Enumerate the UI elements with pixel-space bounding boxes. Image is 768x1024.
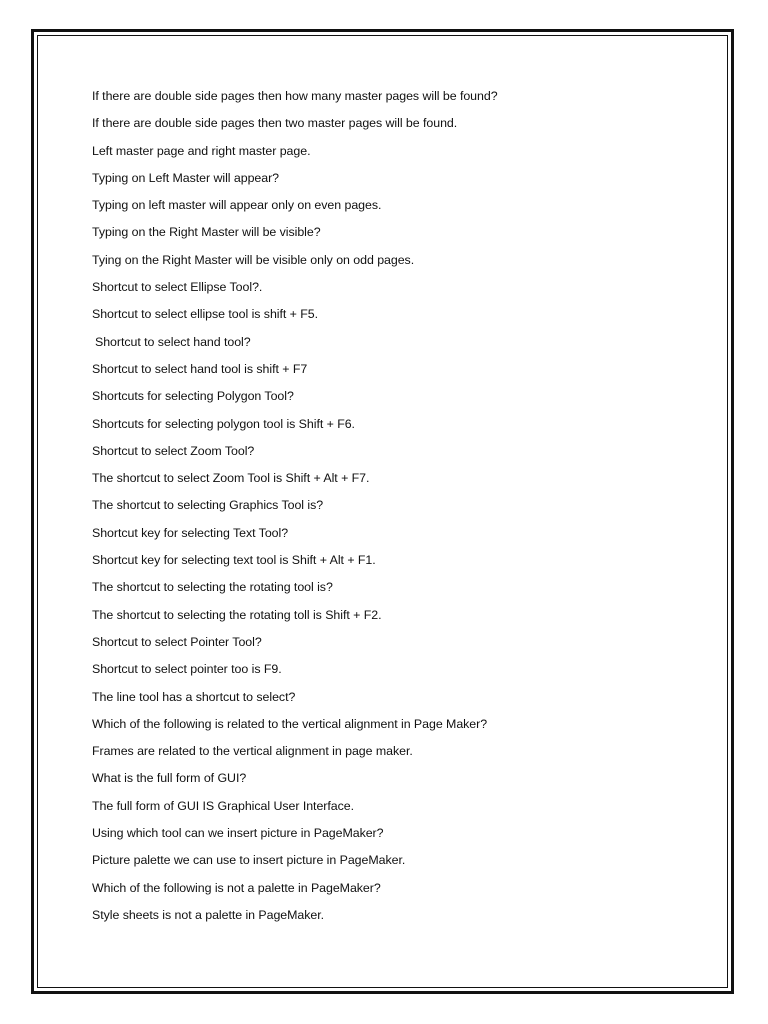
text-line: What is the full form of GUI? bbox=[92, 771, 247, 786]
text-line: The shortcut to selecting Graphics Tool is? bbox=[92, 498, 324, 513]
text-line: The shortcut to selecting the rotating tool is? bbox=[92, 580, 333, 595]
text-line: Frames are related to the vertical alignment in page maker. bbox=[92, 744, 413, 759]
text-line: If there are double side pages then how many master pages will be found? bbox=[92, 89, 498, 103]
document-body bbox=[92, 86, 702, 932]
text-line: The shortcut to select Zoom Tool is Shift + Alt + F7. bbox=[92, 471, 370, 486]
text-line: Shortcut to select hand tool is shift + F7 bbox=[92, 361, 308, 376]
text-line: Left master page and right master page. bbox=[92, 143, 311, 158]
text-line: Shortcut key for selecting Text Tool? bbox=[92, 525, 289, 540]
text-line: Which of the following is related to the vertical alignment in Page Maker? bbox=[92, 716, 488, 731]
text-line: Shortcuts for selecting Polygon Tool? bbox=[92, 389, 294, 404]
text-line: Shortcut to select hand tool? bbox=[95, 334, 251, 349]
text-line: Shortcut to select Ellipse Tool?. bbox=[92, 280, 263, 295]
text-line: If there are double side pages then two master pages will be found. bbox=[92, 116, 458, 131]
text-line: Typing on left master will appear only on even pages. bbox=[92, 198, 382, 213]
text-line: Shortcut to select ellipse tool is shift + F5. bbox=[92, 307, 319, 322]
text-line: Typing on Left Master will appear? bbox=[92, 170, 280, 185]
text-line: Shortcut to select Pointer Tool? bbox=[92, 634, 262, 649]
text-line: Which of the following is not a palette in PageMaker? bbox=[92, 880, 381, 895]
text-line: The shortcut to selecting the rotating toll is Shift + F2. bbox=[92, 607, 382, 622]
text-line: Shortcut key for selecting text tool is Shift + Alt + F1. bbox=[92, 553, 376, 568]
text-line: Shortcut to select Zoom Tool? bbox=[92, 443, 255, 458]
text-line: Style sheets is not a palette in PageMaker. bbox=[92, 907, 325, 922]
text-line: Picture palette we can use to insert picture in PageMaker. bbox=[92, 853, 406, 868]
text-line: Tying on the Right Master will be visible only on odd pages. bbox=[92, 252, 415, 267]
text-line: Shortcut to select pointer too is F9. bbox=[92, 662, 282, 677]
text-line: The full form of GUI IS Graphical User Interface. bbox=[92, 798, 354, 813]
text-line: Shortcuts for selecting polygon tool is Shift + F6. bbox=[92, 416, 355, 431]
text-line: Using which tool can we insert picture in PageMaker? bbox=[92, 826, 384, 841]
text-line: The line tool has a shortcut to select? bbox=[92, 689, 296, 704]
text-line: Typing on the Right Master will be visible? bbox=[92, 225, 321, 240]
